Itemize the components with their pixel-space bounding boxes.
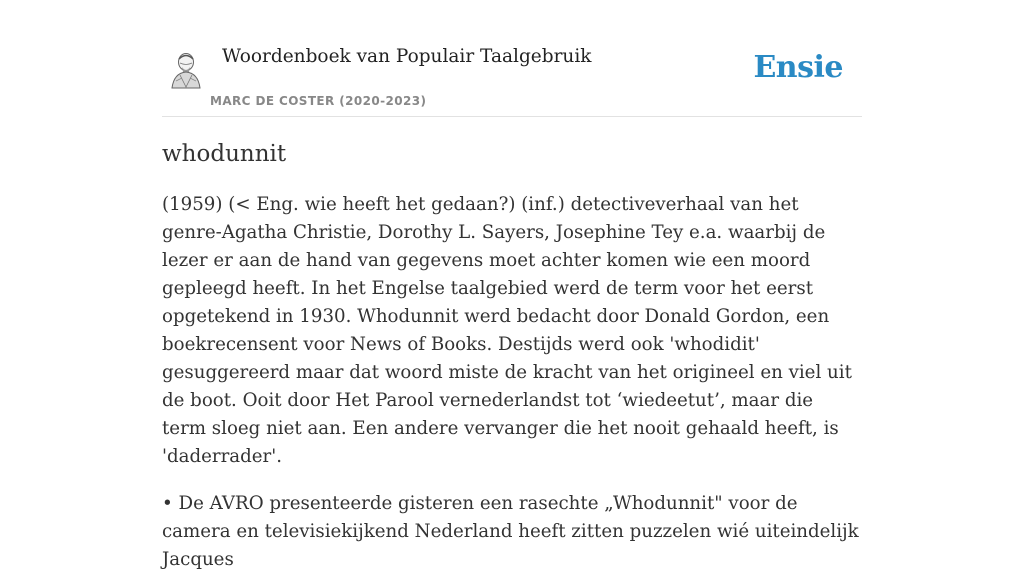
brand-logo[interactable]: Ensie [753, 50, 843, 85]
entry-headword: whodunnit [162, 141, 287, 167]
author-portrait-icon[interactable] [170, 51, 202, 89]
header [162, 0, 862, 117]
author-name[interactable]: MARC DE COSTER (2020-2023) [210, 94, 427, 108]
page [162, 0, 862, 574]
entry-definition: (1959) (< Eng. wie heeft het gedaan?) (inf.) detectiveverhaal van het genre-Agatha Christie, Dorothy L. Sayers, Josephine Tey e.a. waarbij de lezer er aan de hand van gegevens moet achter komen wie een moord gepleegd heeft. In het Engelse taalgebied werd de term voor het eerst opgetekend in 1930. Whodunnit werd bedacht door Donald Gordon, een boekrecensent voor News of Books. Destijds werd ook 'whodidit' gesuggereerd maar dat woord miste de kracht van het origineel en viel uit de boot. Ooit door Het Parool vernederlandst tot ‘wiedeetut’, maar die term sloeg niet aan. Een andere vervanger die het nooit gehaald heeft, is 'daderrader'. [162, 194, 852, 467]
book-title[interactable]: Woordenboek van Populair Taalgebruik [222, 46, 592, 67]
entry-example: • De AVRO presenteerde gisteren een rasechte „Whodunnit" voor de camera en televisiekijkend Nederland heeft zitten puzzelen wié uiteindelijk Jacques [162, 493, 859, 570]
